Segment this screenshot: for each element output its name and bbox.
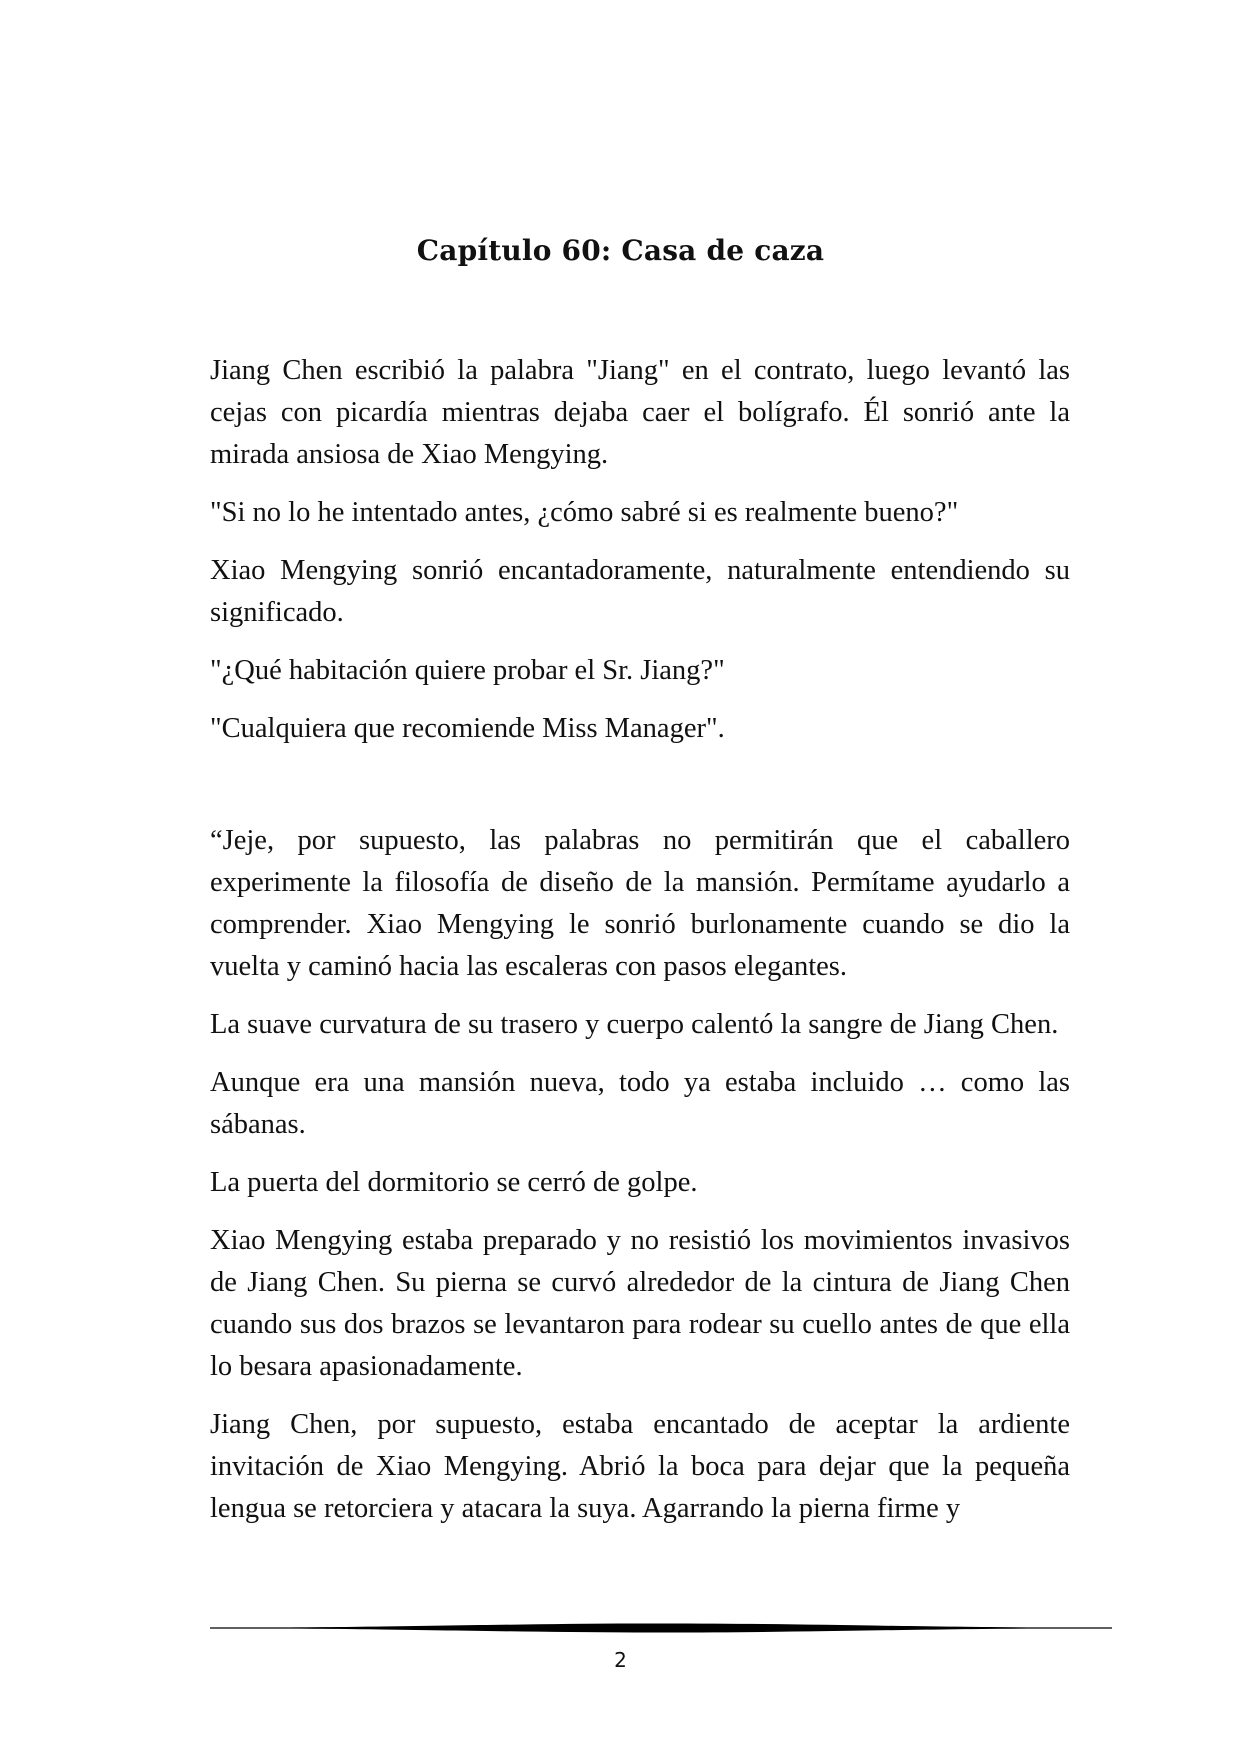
paragraph: La suave curvatura de su trasero y cuerpo calentó la sangre de Jiang Chen. bbox=[210, 1009, 1059, 1040]
paragraph: "Cualquiera que recomiende Miss Manager". bbox=[210, 713, 725, 744]
paragraph: "Si no lo he intentado antes, ¿cómo sabré si es realmente bueno?" bbox=[210, 497, 959, 528]
paragraph: La puerta del dormitorio se cerró de golpe. bbox=[210, 1167, 698, 1198]
chapter-body bbox=[210, 350, 1070, 1546]
footer-divider bbox=[210, 1622, 1112, 1634]
paragraph: "¿Qué habitación quiere probar el Sr. Jiang?" bbox=[210, 655, 725, 686]
paragraph: Xiao Mengying estaba preparado y no resistió los movimientos invasivos de Jiang Chen. Su pierna se curvó alrededor de la cintura de Jiang Chen cuando sus dos brazos se levantaron para rodear su cuello antes de que ella lo besara apasionadamente. bbox=[210, 1225, 1070, 1382]
page-number: 2 bbox=[614, 1648, 627, 1672]
paragraph: Aunque era una mansión nueva, todo ya estaba incluido … como las sábanas. bbox=[210, 1067, 1070, 1140]
paragraph: Xiao Mengying sonrió encantadoramente, naturalmente entendiendo su significado. bbox=[210, 555, 1070, 628]
chapter-title: Capítulo 60: Casa de caza bbox=[416, 234, 825, 267]
paragraph: Jiang Chen escribió la palabra "Jiang" en el contrato, luego levantó las cejas con picardía mientras dejaba caer el bolígrafo. Él sonrió ante la mirada ansiosa de Xiao Mengying. bbox=[210, 355, 1070, 470]
paragraph: “Jeje, por supuesto, las palabras no permitirán que el caballero experimente la filosofía de diseño de la mansión. Permítame ayudarlo a comprender. Xiao Mengying le sonrió burlonamente cuando se dio la vuelta y caminó hacia las escaleras con pasos elegantes. bbox=[210, 825, 1070, 982]
paragraph: Jiang Chen, por supuesto, estaba encantado de aceptar la ardiente invitación de Xiao Mengying. Abrió la boca para dejar que la pequeña lengua se retorciera y atacara la suya. Agarrando la pierna firme y bbox=[210, 1409, 1070, 1524]
